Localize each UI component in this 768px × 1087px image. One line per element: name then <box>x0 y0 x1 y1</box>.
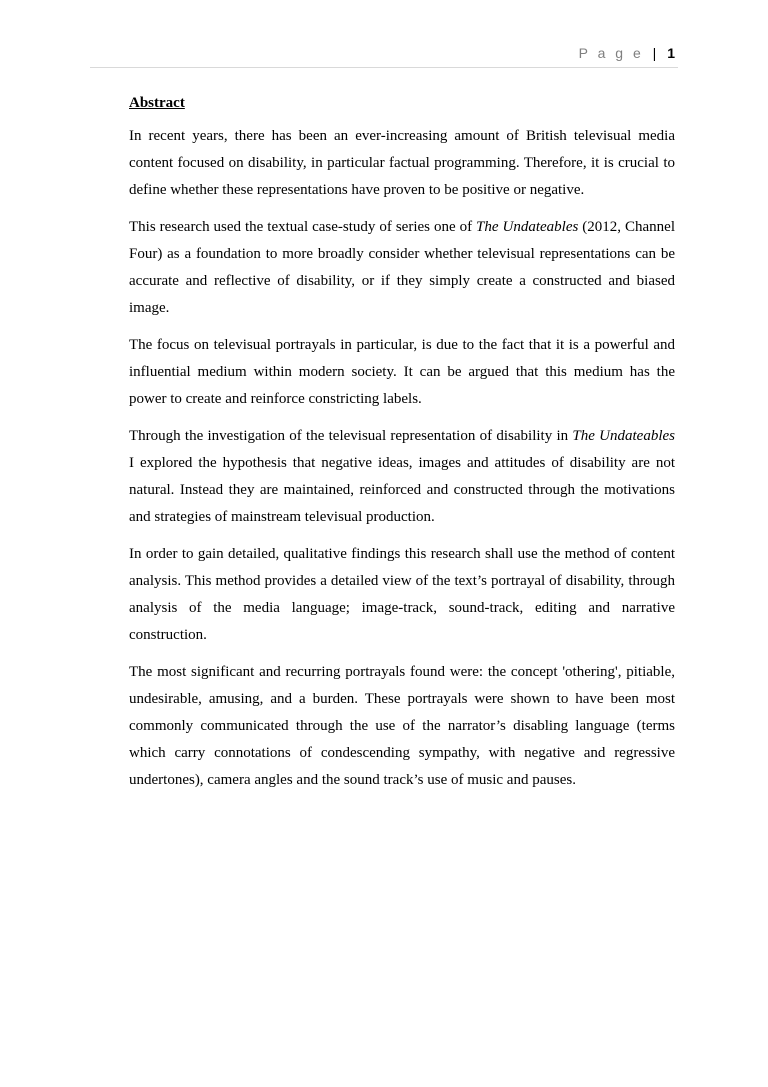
header-divider <box>90 67 678 68</box>
paragraph-4 <box>129 423 675 531</box>
page-separator: | <box>652 45 657 61</box>
paragraph-6: The most significant and recurring portrayals found were: the concept 'othering', pitiable, undesirable, amusing, and a burden. These portrayals were shown to have been most commonly communicated through the use of the narrator’s disabling language (terms which carry connotations of condescending sympathy, with negative and regressive undertones), camera angles and the sound track’s use of music and pauses. <box>129 664 675 788</box>
paragraph-5: In order to gain detailed, qualitative findings this research shall use the method of content analysis. This method provides a detailed view of the text’s portrayal of disability, through analysis of the media language; image-track, sound-track, editing and narrative construction. <box>129 546 675 643</box>
paragraph-2-text-b: (2012, Channel Four) as a foundation to more broadly consider whether televisual representations can be accurate and reflective of disability, or if they simply create a constructed and biased image. <box>129 219 675 316</box>
paragraph-2-text-a: This research used the textual case-study of series one of <box>129 219 477 235</box>
paragraph-4-title: The Undateables <box>572 428 675 444</box>
paragraph-1: In recent years, there has been an ever-increasing amount of British televisual media content focused on disability, in particular factual programming. Therefore, it is crucial to define whether these representations have proven to be positive or negative. <box>129 128 675 198</box>
paragraph-4-text-a: Through the investigation of the televisual representation of disability in <box>129 428 573 444</box>
page-number: 1 <box>667 45 675 61</box>
paragraph-3: The focus on televisual portrayals in particular, is due to the fact that it is a powerful and influential medium within modern society. It can be argued that this medium has the power to create and reinforce constricting labels. <box>129 337 675 407</box>
abstract-heading: Abstract <box>129 95 185 111</box>
document-body <box>129 90 675 804</box>
paragraph-2 <box>129 214 675 322</box>
page-label: P a g e <box>578 45 644 61</box>
paragraph-2-title: The Undateables <box>476 219 579 235</box>
page-header <box>579 45 675 61</box>
paragraph-4-text-b: I explored the hypothesis that negative ideas, images and attitudes of disability are not natural. Instead they are maintained, reinforced and constructed through the motivations and strategies of mainstream televisual production. <box>129 455 675 525</box>
